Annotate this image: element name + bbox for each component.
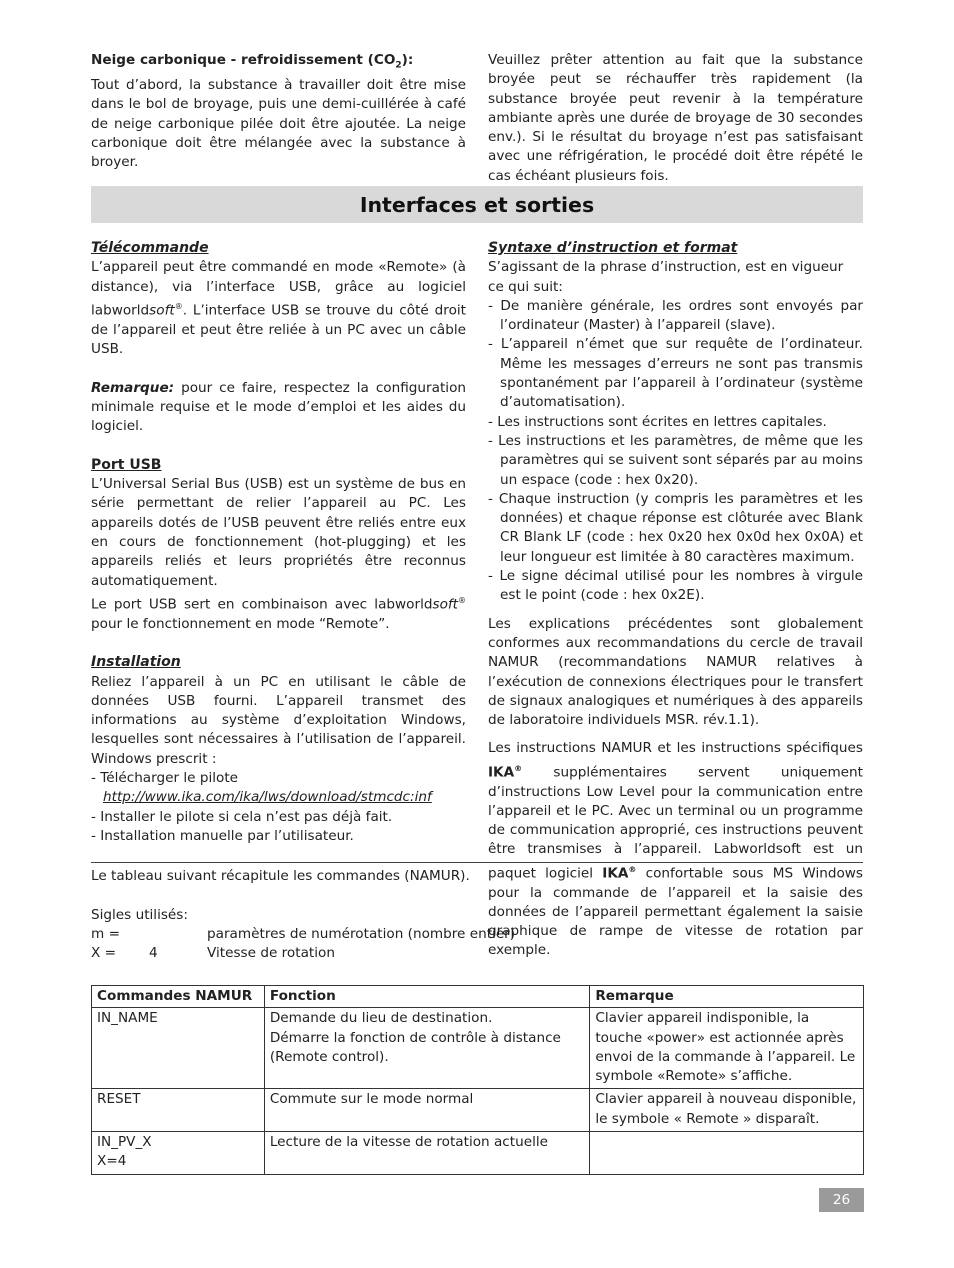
usb-text-2: Le port USB sert en combinaison avec labworldsoft® pour le fonctionnement en mode “Remote”.	[91, 595, 466, 632]
install-heading: Installation	[91, 654, 181, 671]
abbrev-x: X = 4 Vitesse de rotation	[91, 945, 335, 962]
syntax-rule: - Chaque instruction (y compris les paramètres et les données) et chaque réponse est clôturée avec Blank CR Blank LF (code : hex 0x20 hex 0x0d hex 0x0A) et leur longueur est limitée à 80 caractères maximum.	[488, 490, 863, 565]
function-cell: Lecture de la vitesse de rotation actuelle	[264, 1132, 590, 1175]
warning-text: Veuillez prêter attention au fait que la substance broyée peut se réchauffer très rapidement (la substance broyée peut revenir à la température ambiante après une durée de broyage de 30 secondes env.). Si le résultat du broyage n’est pas satisfaisant avec une réfrigération, le procédé doit être répété le cas échéant plusieurs fois.	[488, 52, 863, 184]
warning-section	[488, 51, 863, 186]
syntax-rule: - Les instructions et les paramètres, de même que les paramètres qui se suivent sont séparés par au moins un espace (code : hex 0x20).	[488, 432, 863, 488]
column-header: Remarque	[590, 986, 864, 1008]
usb-heading: Port USB	[91, 456, 162, 473]
table-row	[92, 1132, 864, 1175]
section-title: Interfaces et sorties	[91, 186, 863, 223]
command-cell: IN_PV_X X=4	[92, 1132, 265, 1175]
command-cell: IN_NAME	[92, 1008, 265, 1089]
syntax-intro: S’agissant de la phrase d’instruction, est en vigueur ce qui suit:	[488, 259, 844, 295]
syntax-rule: - Le signe décimal utilisé pour les nombres à virgule est le point (code : hex 0x2E).	[488, 568, 863, 604]
summary-intro: Le tableau suivant récapitule les commandes (NAMUR).	[91, 868, 470, 884]
dry-ice-text: Tout d’abord, la substance à travailler doit être mise dans le bol de broyage, puis une demi-cuillérée à café de neige carbonique pilée doit être ajoutée. La neige carbonique doit être mélangée avec la substance à broyer.	[91, 77, 466, 171]
syntax-rule: - Les instructions sont écrites en lettres capitales.	[488, 413, 827, 430]
abbrev-label: Sigles utilisés:	[91, 906, 188, 923]
remote-heading: Télécommande	[91, 240, 209, 256]
install-text: Reliez l’appareil à un PC en utilisant le câble de données USB fourni. L’appareil transmet des informations au système d’exploitation Windows, lesquelles sont nécessaires à l’utilisation de l’appareil. Windows prescrit :	[91, 673, 466, 767]
function-cell: Commute sur le mode normal	[264, 1089, 590, 1132]
summary-section	[91, 867, 863, 963]
table-header-row	[92, 986, 864, 1008]
separator-line	[91, 862, 863, 863]
remote-text: L’appareil peut être commandé en mode «Remote» (à distance), via l’interface USB, grâce au logiciel labworldsoft®. L’interface USB se trouve du côté droit de l’appareil et peut être reliée à un PC avec un câble USB.	[91, 259, 466, 358]
namur-text: Les explications précédentes sont globalement conformes aux recommandations du cercle de travail NAMUR (recommandations NAMUR relatives à l’exécution de connexions électriques pour le transfert de signaux analogiques et numériques à des appareils de laboratoire individuels MSR. rév.1.1).	[488, 615, 863, 729]
abbrev-m: m = paramètres de numérotation (nombre entier)	[91, 925, 516, 942]
driver-download-link[interactable]: http://www.ika.com/ika/lws/download/stmcdc:inf	[103, 789, 432, 806]
left-column	[91, 239, 466, 846]
page-number: 26	[819, 1188, 864, 1212]
remark-text: Remarque: pour ce faire, respectez la configuration minimale requise et le mode d’emploi et les aides du logiciel.	[91, 379, 466, 435]
column-header: Fonction	[264, 986, 590, 1008]
install-step-manual: - Installation manuelle par l’utilisateur.	[91, 827, 354, 844]
table-row	[92, 1089, 864, 1132]
usb-text: L’Universal Serial Bus (USB) est un système de bus en série permettant de relier l’appareil au PC. Les appareils dotés de l’USB peuvent être reliés entre eux en cours de fonctionnement (hot-plugging) et les appareils reliés et leurs propriétés être reconnus automatiquement.	[91, 476, 466, 589]
syntax-rule: - De manière générale, les ordres sont envoyés par l’ordinateur (Master) à l’appareil (slave).	[488, 297, 863, 334]
install-step-download: - Télécharger le pilote http://www.ika.com/ika/lws/download/stmcdc:inf	[91, 770, 432, 806]
install-step-driver: - Installer le pilote si cela n’est pas déjà fait.	[91, 808, 393, 825]
syntax-rule: - L’appareil n’émet que sur requête de l’ordinateur. Même les messages d’erreurs ne sont pas transmis spontanément par l’appareil à l’ordinateur (système d’automatisation).	[488, 336, 863, 411]
namur-commands-table	[91, 985, 864, 1175]
syntax-heading: Syntaxe d’instruction et format	[488, 240, 738, 256]
ika-text: Les instructions NAMUR et les instructions spécifiques IKA® supplémentaires servent uniquement d’instructions Low Level pour la communication entre l’appareil et le PC. Avec un terminal ou un programme de communication approprié, ces instructions peuvent être transmises à l’appareil. Labworldsoft est un paquet logiciel IKA® confortable sous MS Windows pour la commande de l’appareil et la saisie des données de l’appareil permettant également la saisie graphique de rampe de vitesse de rotation par exemple.	[488, 740, 863, 959]
remark-cell: Clavier appareil à nouveau disponible, le symbole « Remote » disparaît.	[590, 1089, 864, 1132]
column-header: Commandes NAMUR	[92, 986, 265, 1008]
remark-cell	[590, 1132, 864, 1175]
right-column	[488, 239, 863, 961]
dry-ice-section	[91, 51, 466, 173]
remark-cell: Clavier appareil indisponible, la touche «power» est actionnée après envoi de la commande à l’appareil. Le symbole «Remote» s’affiche.	[590, 1008, 864, 1089]
table-row	[92, 1008, 864, 1089]
command-cell: RESET	[92, 1089, 265, 1132]
function-cell: Demande du lieu de destination. Démarre la fonction de contrôle à distance (Remote control).	[264, 1008, 590, 1089]
dry-ice-heading: Neige carbonique - refroidissement $(CO_2)$:	[91, 52, 414, 71]
